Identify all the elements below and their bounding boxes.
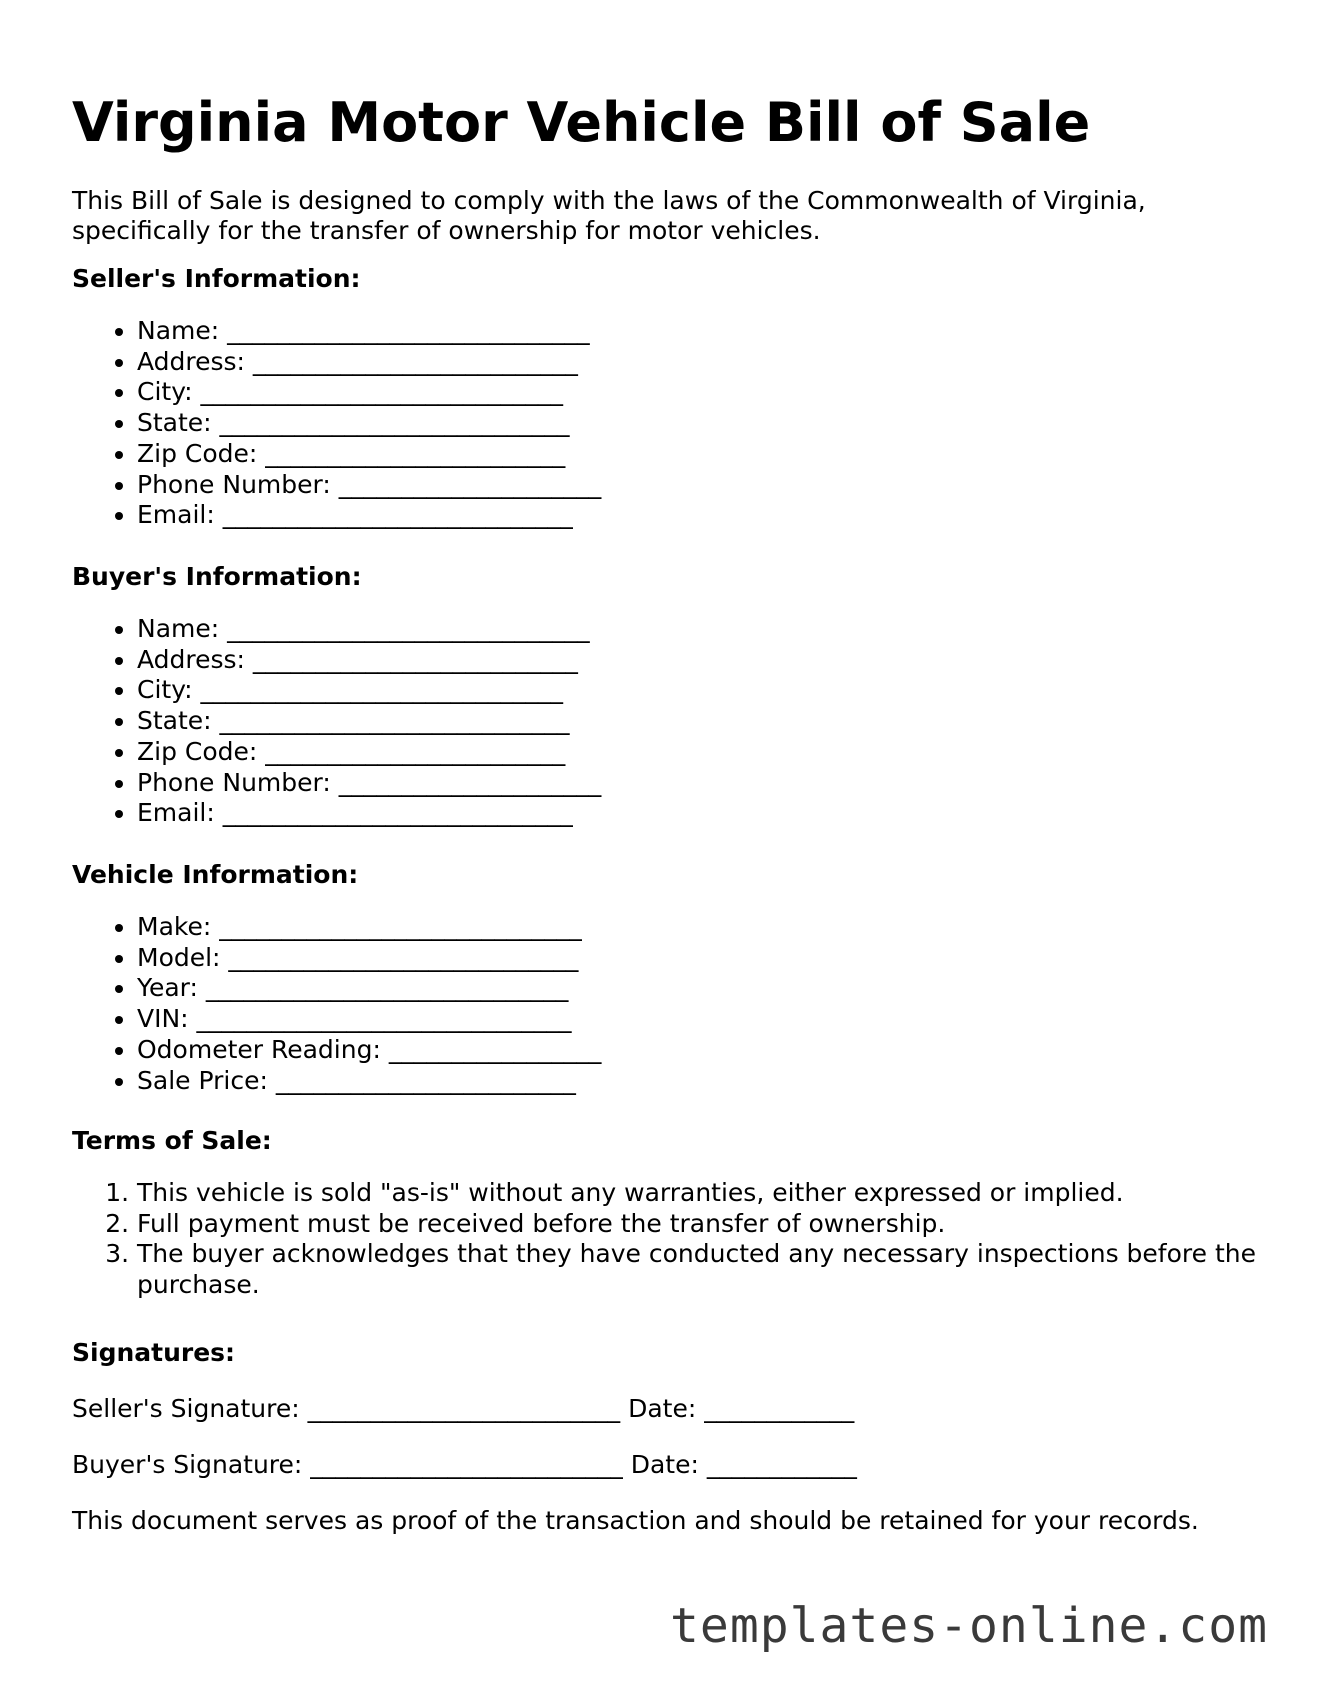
seller-state-field: • State: ____________________________	[137, 408, 601, 439]
terms-item-as-is: 1. This vehicle is sold "as-is" without any warranties, either expressed or implied.	[137, 1178, 1307, 1209]
terms-heading: Terms of Sale:	[72, 1126, 272, 1155]
seller-phone-field: • Phone Number: _____________________	[137, 470, 601, 501]
terms-item-payment: 2. Full payment must be received before the transfer of ownership.	[137, 1209, 1307, 1240]
terms-list	[72, 1178, 1307, 1301]
vehicle-heading: Vehicle Information:	[72, 860, 359, 889]
buyer-name-field: • Name: _____________________________	[137, 614, 601, 645]
intro-paragraph: This Bill of Sale is designed to comply with the laws of the Commonwealth of Virginia, specifically for the transfer of ownership for motor vehicles.	[72, 186, 1146, 245]
seller-address-field: • Address: __________________________	[137, 347, 601, 378]
signatures-heading: Signatures:	[72, 1338, 236, 1367]
page-title: Virginia Motor Vehicle Bill of Sale	[72, 91, 1091, 154]
seller-email-field: • Email: ____________________________	[137, 500, 601, 531]
vehicle-model-field: • Model: ____________________________	[137, 943, 601, 974]
vehicle-sale-price-field: • Sale Price: ________________________	[137, 1066, 601, 1097]
seller-name-field: • Name: _____________________________	[137, 316, 601, 347]
document-page	[72, 88, 1262, 1535]
seller-fields-list	[72, 316, 601, 531]
buyer-city-field: • City: _____________________________	[137, 675, 601, 706]
buyer-address-field: • Address: __________________________	[137, 645, 601, 676]
vehicle-vin-field: • VIN: ______________________________	[137, 1004, 601, 1035]
buyer-state-field: • State: ____________________________	[137, 706, 601, 737]
buyer-heading: Buyer's Information:	[72, 562, 362, 591]
vehicle-odometer-field: • Odometer Reading: _________________	[137, 1035, 601, 1066]
seller-heading: Seller's Information:	[72, 264, 361, 293]
vehicle-fields-list	[72, 912, 601, 1096]
buyer-signature-line: Buyer's Signature: _________________________ Date: ____________	[72, 1450, 857, 1479]
vehicle-make-field: • Make: _____________________________	[137, 912, 601, 943]
seller-signature-line: Seller's Signature: _________________________ Date: ____________	[72, 1394, 855, 1423]
buyer-fields-list	[72, 614, 601, 829]
terms-item-inspections: 3. The buyer acknowledges that they have conducted any necessary inspections before the purchase.	[137, 1239, 1307, 1300]
vehicle-year-field: • Year: _____________________________	[137, 973, 601, 1004]
buyer-zip-field: • Zip Code: ________________________	[137, 737, 601, 768]
seller-zip-field: • Zip Code: ________________________	[137, 439, 601, 470]
buyer-phone-field: • Phone Number: _____________________	[137, 768, 601, 799]
closing-statement: This document serves as proof of the transaction and should be retained for your records.	[72, 1506, 1199, 1535]
watermark-text: templates-online.com	[670, 1598, 1268, 1654]
seller-city-field: • City: _____________________________	[137, 377, 601, 408]
buyer-email-field: • Email: ____________________________	[137, 798, 601, 829]
